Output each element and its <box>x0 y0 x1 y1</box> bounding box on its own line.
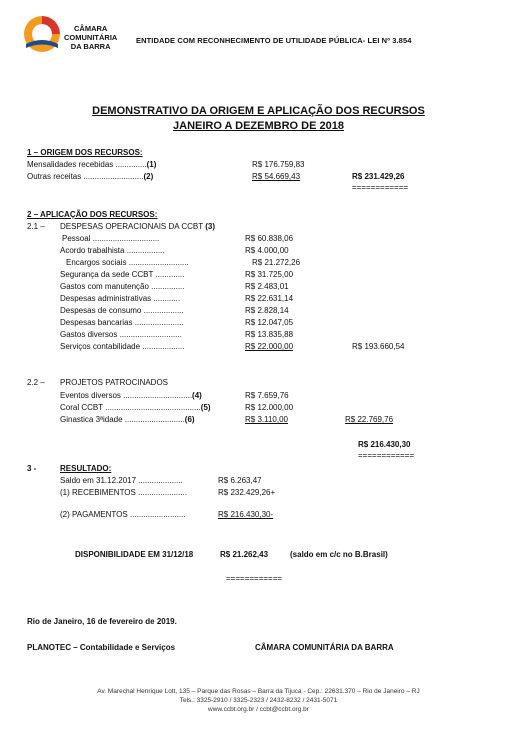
footer-phones: Tels.: 3325-2910 / 3325-2323 / 2432-8232 / 2431-5071 <box>179 697 338 704</box>
logo-line-3: DA BARRA <box>70 42 111 51</box>
saldo-label: Saldo em 31.12.2017 .................... <box>60 476 183 485</box>
projects-total: R$ 22.769,76 <box>345 415 394 424</box>
availability-label: DISPONIBILIDADE EM 31/12/18 <box>75 550 194 559</box>
section1-heading: 1 – ORIGEM DOS RECURSOS: <box>27 148 143 157</box>
footer-address: Av. Marechal Henrique Lott, 135 – Parque das Rosas – Barra da Tijuca - Cep.: 22631.370 – Rio de Janeiro – RJ <box>97 688 420 695</box>
recebimentos-value: R$ 232.429,26+ <box>218 488 276 497</box>
expense-value: R$ 21.272,26 <box>252 258 301 267</box>
expenses-grand-total: R$ 216.430,30 <box>358 440 411 449</box>
origin-row-value: R$ 54.669,43 <box>252 172 301 181</box>
pagamentos-label: (2) PAGAMENTOS ......................... <box>60 510 186 519</box>
doc-title-line-2: JANEIRO A DEZEMBRO DE 2018 <box>173 120 344 132</box>
ccbt-logo-icon <box>22 14 62 54</box>
section3-number: 3 - <box>27 464 37 473</box>
expense-value: R$ 4.000,00 <box>245 246 289 255</box>
entity-recognition: ENTIDADE COM RECONHECIMENTO DE UTILIDADE PÚBLICA- LEI Nº 3.854 <box>136 36 412 45</box>
expense-label: Gastos com manutenção ............... <box>60 282 185 291</box>
signature-left: PLANOTEC – Contabilidade e Serviços <box>27 643 176 652</box>
expense-value: R$ 22.000,00 <box>245 342 294 351</box>
expense-label: Acordo trabalhista ................. <box>60 246 165 255</box>
project-label: Ginastica 3ªidade ...........................(6) <box>60 415 195 424</box>
availability-separator: ============ <box>226 574 283 583</box>
logo-wordmark <box>64 24 117 51</box>
sub2-title: PROJETOS PATROCINADOS <box>60 378 169 387</box>
section3-heading: RESULTADO: <box>60 464 112 473</box>
expense-label: Segurança da sede CCBT ............. <box>60 270 185 279</box>
operational-total: R$ 193.660,54 <box>352 342 405 351</box>
expense-value: R$ 13.835,88 <box>245 330 294 339</box>
footer-web: www.ccbt.org.br / ccbt@ccbt.org.br <box>208 706 309 713</box>
signature-right: CÂMARA COMUNITÁRIA DA BARRA <box>255 643 394 652</box>
logo-line-2: COMUNITÁRIA <box>64 33 118 42</box>
expense-value: R$ 22.631,14 <box>245 294 294 303</box>
expense-value: R$ 2.828,14 <box>245 306 289 315</box>
project-value: R$ 7.659,76 <box>245 391 289 400</box>
expenses-separator: ============ <box>358 451 415 460</box>
saldo-value: R$ 6.263,47 <box>218 476 262 485</box>
project-label: Coral CCBT ...........................................(5) <box>60 403 211 412</box>
sub1-title: DESPESAS OPERACIONAIS DA CCBT (3) <box>60 222 216 231</box>
doc-title-line-1: DEMONSTRATIVO DA ORIGEM E APLICAÇÃO DOS RECURSOS <box>92 105 425 117</box>
sub2-number: 2.2 – <box>27 378 45 387</box>
expense-value: R$ 2.483,01 <box>245 282 289 291</box>
availability-value: R$ 21.262,43 <box>220 550 269 559</box>
expense-label: Pessoal .............................. <box>62 234 160 243</box>
place-date: Rio de Janeiro, 16 de fevereiro de 2019. <box>27 617 177 626</box>
origin-row-label: Outras receitas ...........................(2) <box>27 172 154 181</box>
origin-row-value: R$ 176.759,83 <box>252 160 305 169</box>
expense-label: Encargos sociais ........................... <box>66 258 189 267</box>
expense-label: Gastos diversos ............................ <box>60 330 182 339</box>
origin-total: R$ 231.429,26 <box>352 172 405 181</box>
logo-line-1: CÂMARA <box>73 24 108 33</box>
origin-row-label: Mensalidades recebidas ..............(1) <box>27 160 157 169</box>
section2-heading: 2 – APLICAÇÃO DOS RECURSOS: <box>27 210 158 219</box>
expense-label: Serviços contabilidade ................... <box>60 342 185 351</box>
sub1-number: 2.1 – <box>27 222 45 231</box>
project-value: R$ 12.000,00 <box>245 403 294 412</box>
expense-value: R$ 31.725,00 <box>245 270 294 279</box>
recebimentos-label: (1) RECEBIMENTOS ...................... <box>60 488 187 497</box>
project-label: Eventos diversos ...............................(4) <box>60 391 202 400</box>
expense-value: R$ 60.838,06 <box>245 234 294 243</box>
project-value: R$ 3.110,00 <box>245 415 288 424</box>
expense-label: Despesas administrativas ............ <box>60 294 181 303</box>
origin-separator: ============ <box>352 183 409 192</box>
expense-label: Despesas de consumo .................. <box>60 306 184 315</box>
expense-label: Despesas bancarias ...................... <box>60 318 184 327</box>
expense-value: R$ 12.047,05 <box>245 318 294 327</box>
pagamentos-value: R$ 216.430,30- <box>218 510 274 519</box>
availability-note: (saldo em c/c no B.Brasil) <box>290 550 388 559</box>
